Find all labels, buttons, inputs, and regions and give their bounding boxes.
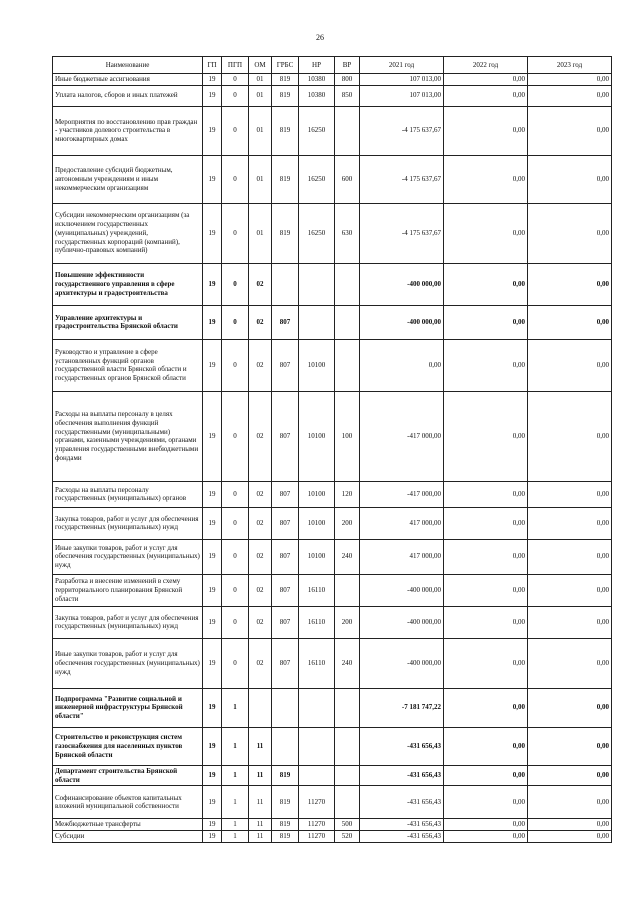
cell-y2022: 0,00 bbox=[444, 507, 528, 539]
cell-y2023: 0,00 bbox=[528, 481, 612, 507]
cell-y2022: 0,00 bbox=[444, 85, 528, 106]
cell-y2021: -417 000,00 bbox=[360, 481, 444, 507]
cell-y2023: 0,00 bbox=[528, 539, 612, 574]
cell-grbs: 807 bbox=[272, 481, 299, 507]
cell-y2022: 0,00 bbox=[444, 819, 528, 831]
cell-vr: 200 bbox=[335, 507, 360, 539]
cell-gp: 19 bbox=[203, 85, 222, 106]
cell-gp: 19 bbox=[203, 339, 222, 391]
cell-nr: 16110 bbox=[299, 606, 335, 638]
cell-vr: 500 bbox=[335, 819, 360, 831]
cell-y2023: 0,00 bbox=[528, 305, 612, 339]
cell-pgp: 1 bbox=[222, 727, 249, 765]
cell-name: Межбюджетные трансферты bbox=[53, 819, 203, 831]
cell-y2021: -400 000,00 bbox=[360, 305, 444, 339]
cell-y2022: 0,00 bbox=[444, 106, 528, 155]
table-row bbox=[53, 574, 612, 606]
table-row bbox=[53, 638, 612, 688]
cell-y2023: 0,00 bbox=[528, 74, 612, 86]
table-row bbox=[53, 305, 612, 339]
cell-pgp: 0 bbox=[222, 638, 249, 688]
cell-grbs: 819 bbox=[272, 155, 299, 203]
cell-name: Повышение эффективности государственного управления в сфере архитектуры и градостроительства bbox=[53, 263, 203, 305]
cell-nr: 10380 bbox=[299, 74, 335, 86]
cell-nr: 16250 bbox=[299, 155, 335, 203]
page-number: 26 bbox=[316, 33, 324, 42]
cell-y2023: 0,00 bbox=[528, 688, 612, 727]
table-row bbox=[53, 539, 612, 574]
cell-nr: 10100 bbox=[299, 481, 335, 507]
cell-gp: 19 bbox=[203, 263, 222, 305]
table-row bbox=[53, 85, 612, 106]
cell-om: 02 bbox=[249, 574, 272, 606]
table-row bbox=[53, 203, 612, 263]
cell-name: Расходы на выплаты персоналу государственных (муниципальных) органов bbox=[53, 481, 203, 507]
cell-grbs bbox=[272, 263, 299, 305]
cell-gp: 19 bbox=[203, 539, 222, 574]
col-header-gp: ГП bbox=[203, 57, 222, 74]
cell-y2021: -431 656,43 bbox=[360, 727, 444, 765]
cell-name: Предоставление субсидий бюджетным, автономным учреждениям и иным некоммерческим организациям bbox=[53, 155, 203, 203]
cell-pgp: 0 bbox=[222, 85, 249, 106]
cell-nr: 10380 bbox=[299, 85, 335, 106]
cell-pgp: 0 bbox=[222, 574, 249, 606]
cell-om: 11 bbox=[249, 831, 272, 843]
cell-pgp: 0 bbox=[222, 305, 249, 339]
cell-name: Разработка и внесение изменений в схему территориального планирования Брянской области bbox=[53, 574, 203, 606]
cell-grbs: 819 bbox=[272, 819, 299, 831]
cell-om: 02 bbox=[249, 539, 272, 574]
cell-om: 02 bbox=[249, 339, 272, 391]
cell-nr: 11270 bbox=[299, 819, 335, 831]
cell-y2023: 0,00 bbox=[528, 203, 612, 263]
cell-pgp: 0 bbox=[222, 203, 249, 263]
cell-pgp: 1 bbox=[222, 765, 249, 786]
cell-vr: 520 bbox=[335, 831, 360, 843]
cell-name: Закупка товаров, работ и услуг для обеспечения государственных (муниципальных) нужд bbox=[53, 606, 203, 638]
cell-pgp: 0 bbox=[222, 481, 249, 507]
cell-pgp: 0 bbox=[222, 263, 249, 305]
cell-gp: 19 bbox=[203, 74, 222, 86]
cell-name: Уплата налогов, сборов и иных платежей bbox=[53, 85, 203, 106]
cell-name: Руководство и управление в сфере установленных функций органов государственной власти Брянской области и государственных органов Брянской области bbox=[53, 339, 203, 391]
cell-y2022: 0,00 bbox=[444, 391, 528, 481]
cell-y2021: -400 000,00 bbox=[360, 574, 444, 606]
cell-om: 11 bbox=[249, 786, 272, 819]
cell-pgp: 1 bbox=[222, 688, 249, 727]
cell-name: Иные закупки товаров, работ и услуг для обеспечения государственных (муниципальных) нужд bbox=[53, 539, 203, 574]
cell-y2023: 0,00 bbox=[528, 638, 612, 688]
cell-nr: 11270 bbox=[299, 831, 335, 843]
cell-pgp: 0 bbox=[222, 106, 249, 155]
cell-y2022: 0,00 bbox=[444, 305, 528, 339]
cell-vr bbox=[335, 339, 360, 391]
cell-om: 02 bbox=[249, 391, 272, 481]
cell-nr: 10100 bbox=[299, 539, 335, 574]
table-row bbox=[53, 391, 612, 481]
table-row bbox=[53, 727, 612, 765]
cell-y2022: 0,00 bbox=[444, 263, 528, 305]
cell-y2022: 0,00 bbox=[444, 688, 528, 727]
cell-gp: 19 bbox=[203, 606, 222, 638]
cell-y2023: 0,00 bbox=[528, 106, 612, 155]
cell-vr bbox=[335, 786, 360, 819]
table-row bbox=[53, 481, 612, 507]
cell-vr bbox=[335, 106, 360, 155]
cell-vr: 240 bbox=[335, 539, 360, 574]
cell-y2022: 0,00 bbox=[444, 203, 528, 263]
col-header-vr: ВР bbox=[335, 57, 360, 74]
cell-grbs: 807 bbox=[272, 507, 299, 539]
cell-grbs: 819 bbox=[272, 74, 299, 86]
table-row bbox=[53, 339, 612, 391]
cell-y2023: 0,00 bbox=[528, 85, 612, 106]
cell-y2021: -4 175 637,67 bbox=[360, 155, 444, 203]
cell-vr bbox=[335, 727, 360, 765]
cell-nr: 10100 bbox=[299, 391, 335, 481]
cell-y2021: 417 000,00 bbox=[360, 539, 444, 574]
cell-vr: 800 bbox=[335, 74, 360, 86]
cell-y2023: 0,00 bbox=[528, 765, 612, 786]
cell-om: 01 bbox=[249, 85, 272, 106]
table-row bbox=[53, 819, 612, 831]
cell-y2022: 0,00 bbox=[444, 786, 528, 819]
cell-grbs: 819 bbox=[272, 831, 299, 843]
budget-table bbox=[52, 56, 612, 843]
cell-y2021: -400 000,00 bbox=[360, 263, 444, 305]
cell-y2023: 0,00 bbox=[528, 831, 612, 843]
cell-om: 02 bbox=[249, 606, 272, 638]
cell-nr: 11270 bbox=[299, 786, 335, 819]
cell-pgp: 1 bbox=[222, 831, 249, 843]
cell-gp: 19 bbox=[203, 765, 222, 786]
cell-vr bbox=[335, 305, 360, 339]
table-row bbox=[53, 606, 612, 638]
cell-y2022: 0,00 bbox=[444, 539, 528, 574]
cell-name: Строительство и реконструкция систем газоснабжения для населенных пунктов Брянской области bbox=[53, 727, 203, 765]
table-row bbox=[53, 831, 612, 843]
cell-nr: 10100 bbox=[299, 339, 335, 391]
col-header-grbs: ГРБС bbox=[272, 57, 299, 74]
cell-grbs: 819 bbox=[272, 106, 299, 155]
cell-vr bbox=[335, 574, 360, 606]
cell-gp: 19 bbox=[203, 507, 222, 539]
cell-name: Подпрограмма "Развитие социальной и инженерной инфраструктуры Брянской области" bbox=[53, 688, 203, 727]
cell-om: 11 bbox=[249, 765, 272, 786]
cell-pgp: 0 bbox=[222, 155, 249, 203]
cell-y2022: 0,00 bbox=[444, 831, 528, 843]
col-header-name: Наименование bbox=[53, 57, 203, 74]
cell-y2022: 0,00 bbox=[444, 638, 528, 688]
cell-name: Мероприятия по восстановлению прав граждан - участников долевого строительства в многоквартирных домах bbox=[53, 106, 203, 155]
cell-vr: 240 bbox=[335, 638, 360, 688]
cell-vr bbox=[335, 765, 360, 786]
cell-name: Иные бюджетные ассигнования bbox=[53, 74, 203, 86]
cell-pgp: 0 bbox=[222, 539, 249, 574]
cell-y2021: -4 175 637,67 bbox=[360, 106, 444, 155]
cell-y2023: 0,00 bbox=[528, 339, 612, 391]
cell-vr: 630 bbox=[335, 203, 360, 263]
cell-y2021: 0,00 bbox=[360, 339, 444, 391]
col-header-om: ОМ bbox=[249, 57, 272, 74]
cell-y2023: 0,00 bbox=[528, 391, 612, 481]
cell-grbs: 807 bbox=[272, 574, 299, 606]
cell-y2021: -4 175 637,67 bbox=[360, 203, 444, 263]
cell-name: Расходы на выплаты персоналу в целях обеспечения выполнения функций государственными (муниципальными) органами, казенными учреждениями, органами управления государственными внебюджетными фондами bbox=[53, 391, 203, 481]
col-header-2023: 2023 год bbox=[528, 57, 612, 74]
cell-om: 02 bbox=[249, 481, 272, 507]
cell-name: Департамент строительства Брянской области bbox=[53, 765, 203, 786]
cell-nr: 16110 bbox=[299, 638, 335, 688]
cell-y2023: 0,00 bbox=[528, 263, 612, 305]
cell-nr bbox=[299, 765, 335, 786]
cell-grbs bbox=[272, 688, 299, 727]
cell-y2022: 0,00 bbox=[444, 606, 528, 638]
cell-grbs: 807 bbox=[272, 391, 299, 481]
table-row bbox=[53, 263, 612, 305]
cell-vr bbox=[335, 688, 360, 727]
cell-y2021: 107 013,00 bbox=[360, 74, 444, 86]
cell-name: Закупка товаров, работ и услуг для обеспечения государственных (муниципальных) нужд bbox=[53, 507, 203, 539]
cell-y2023: 0,00 bbox=[528, 727, 612, 765]
cell-pgp: 0 bbox=[222, 339, 249, 391]
cell-gp: 19 bbox=[203, 727, 222, 765]
cell-gp: 19 bbox=[203, 574, 222, 606]
cell-om: 11 bbox=[249, 727, 272, 765]
cell-y2023: 0,00 bbox=[528, 786, 612, 819]
cell-om: 02 bbox=[249, 507, 272, 539]
cell-y2021: -431 656,43 bbox=[360, 819, 444, 831]
cell-vr: 100 bbox=[335, 391, 360, 481]
col-header-nr: НР bbox=[299, 57, 335, 74]
cell-vr: 200 bbox=[335, 606, 360, 638]
cell-nr bbox=[299, 727, 335, 765]
cell-nr: 16110 bbox=[299, 574, 335, 606]
cell-name: Управление архитектуры и градостроительства Брянской области bbox=[53, 305, 203, 339]
cell-grbs: 807 bbox=[272, 305, 299, 339]
cell-grbs: 819 bbox=[272, 765, 299, 786]
cell-nr bbox=[299, 305, 335, 339]
col-header-pgp: ПГП bbox=[222, 57, 249, 74]
cell-gp: 19 bbox=[203, 106, 222, 155]
cell-grbs: 807 bbox=[272, 539, 299, 574]
cell-y2021: 417 000,00 bbox=[360, 507, 444, 539]
cell-gp: 19 bbox=[203, 831, 222, 843]
cell-y2023: 0,00 bbox=[528, 507, 612, 539]
cell-gp: 19 bbox=[203, 305, 222, 339]
cell-vr bbox=[335, 263, 360, 305]
header-row bbox=[53, 57, 612, 74]
cell-pgp: 1 bbox=[222, 819, 249, 831]
cell-y2021: -400 000,00 bbox=[360, 638, 444, 688]
table-row bbox=[53, 765, 612, 786]
cell-om: 02 bbox=[249, 305, 272, 339]
cell-y2022: 0,00 bbox=[444, 574, 528, 606]
col-header-2021: 2021 год bbox=[360, 57, 444, 74]
cell-y2023: 0,00 bbox=[528, 606, 612, 638]
cell-gp: 19 bbox=[203, 155, 222, 203]
cell-om: 01 bbox=[249, 106, 272, 155]
cell-om bbox=[249, 688, 272, 727]
cell-y2021: -400 000,00 bbox=[360, 606, 444, 638]
cell-gp: 19 bbox=[203, 786, 222, 819]
cell-y2021: -431 656,43 bbox=[360, 765, 444, 786]
cell-y2022: 0,00 bbox=[444, 765, 528, 786]
cell-y2022: 0,00 bbox=[444, 727, 528, 765]
cell-om: 02 bbox=[249, 638, 272, 688]
cell-y2021: 107 013,00 bbox=[360, 85, 444, 106]
cell-y2021: -7 181 747,22 bbox=[360, 688, 444, 727]
cell-grbs: 819 bbox=[272, 786, 299, 819]
table-row bbox=[53, 155, 612, 203]
cell-vr: 850 bbox=[335, 85, 360, 106]
cell-y2021: -431 656,43 bbox=[360, 786, 444, 819]
cell-vr: 600 bbox=[335, 155, 360, 203]
cell-y2023: 0,00 bbox=[528, 819, 612, 831]
table-row bbox=[53, 106, 612, 155]
cell-om: 01 bbox=[249, 155, 272, 203]
cell-nr: 10100 bbox=[299, 507, 335, 539]
cell-nr: 16250 bbox=[299, 203, 335, 263]
cell-name: Субсидии bbox=[53, 831, 203, 843]
cell-grbs: 819 bbox=[272, 85, 299, 106]
cell-om: 02 bbox=[249, 263, 272, 305]
cell-pgp: 0 bbox=[222, 391, 249, 481]
cell-grbs: 807 bbox=[272, 339, 299, 391]
cell-vr: 120 bbox=[335, 481, 360, 507]
table-row bbox=[53, 74, 612, 86]
cell-gp: 19 bbox=[203, 819, 222, 831]
cell-pgp: 0 bbox=[222, 74, 249, 86]
cell-grbs: 807 bbox=[272, 638, 299, 688]
cell-pgp: 1 bbox=[222, 786, 249, 819]
cell-gp: 19 bbox=[203, 203, 222, 263]
cell-y2022: 0,00 bbox=[444, 155, 528, 203]
col-header-2022: 2022 год bbox=[444, 57, 528, 74]
cell-grbs: 807 bbox=[272, 606, 299, 638]
cell-om: 01 bbox=[249, 74, 272, 86]
table-row bbox=[53, 507, 612, 539]
cell-om: 01 bbox=[249, 203, 272, 263]
cell-gp: 19 bbox=[203, 481, 222, 507]
cell-y2023: 0,00 bbox=[528, 155, 612, 203]
cell-y2022: 0,00 bbox=[444, 481, 528, 507]
cell-y2021: -417 000,00 bbox=[360, 391, 444, 481]
cell-y2023: 0,00 bbox=[528, 574, 612, 606]
cell-om: 11 bbox=[249, 819, 272, 831]
cell-grbs bbox=[272, 727, 299, 765]
cell-nr bbox=[299, 263, 335, 305]
cell-gp: 19 bbox=[203, 391, 222, 481]
cell-y2022: 0,00 bbox=[444, 74, 528, 86]
table-row bbox=[53, 688, 612, 727]
cell-grbs: 819 bbox=[272, 203, 299, 263]
cell-pgp: 0 bbox=[222, 606, 249, 638]
table-row bbox=[53, 786, 612, 819]
cell-nr: 16250 bbox=[299, 106, 335, 155]
cell-name: Иные закупки товаров, работ и услуг для обеспечения государственных (муниципальных) нужд bbox=[53, 638, 203, 688]
cell-pgp: 0 bbox=[222, 507, 249, 539]
cell-y2022: 0,00 bbox=[444, 339, 528, 391]
cell-gp: 19 bbox=[203, 688, 222, 727]
cell-nr bbox=[299, 688, 335, 727]
cell-name: Субсидии некоммерческим организациям (за исключением государственных (муниципальных) учреждений, государственных корпораций (компаний), публично-правовых компаний) bbox=[53, 203, 203, 263]
table-body bbox=[53, 74, 612, 843]
cell-gp: 19 bbox=[203, 638, 222, 688]
cell-name: Софинансирование объектов капитальных вложений муниципальной собственности bbox=[53, 786, 203, 819]
cell-y2021: -431 656,43 bbox=[360, 831, 444, 843]
